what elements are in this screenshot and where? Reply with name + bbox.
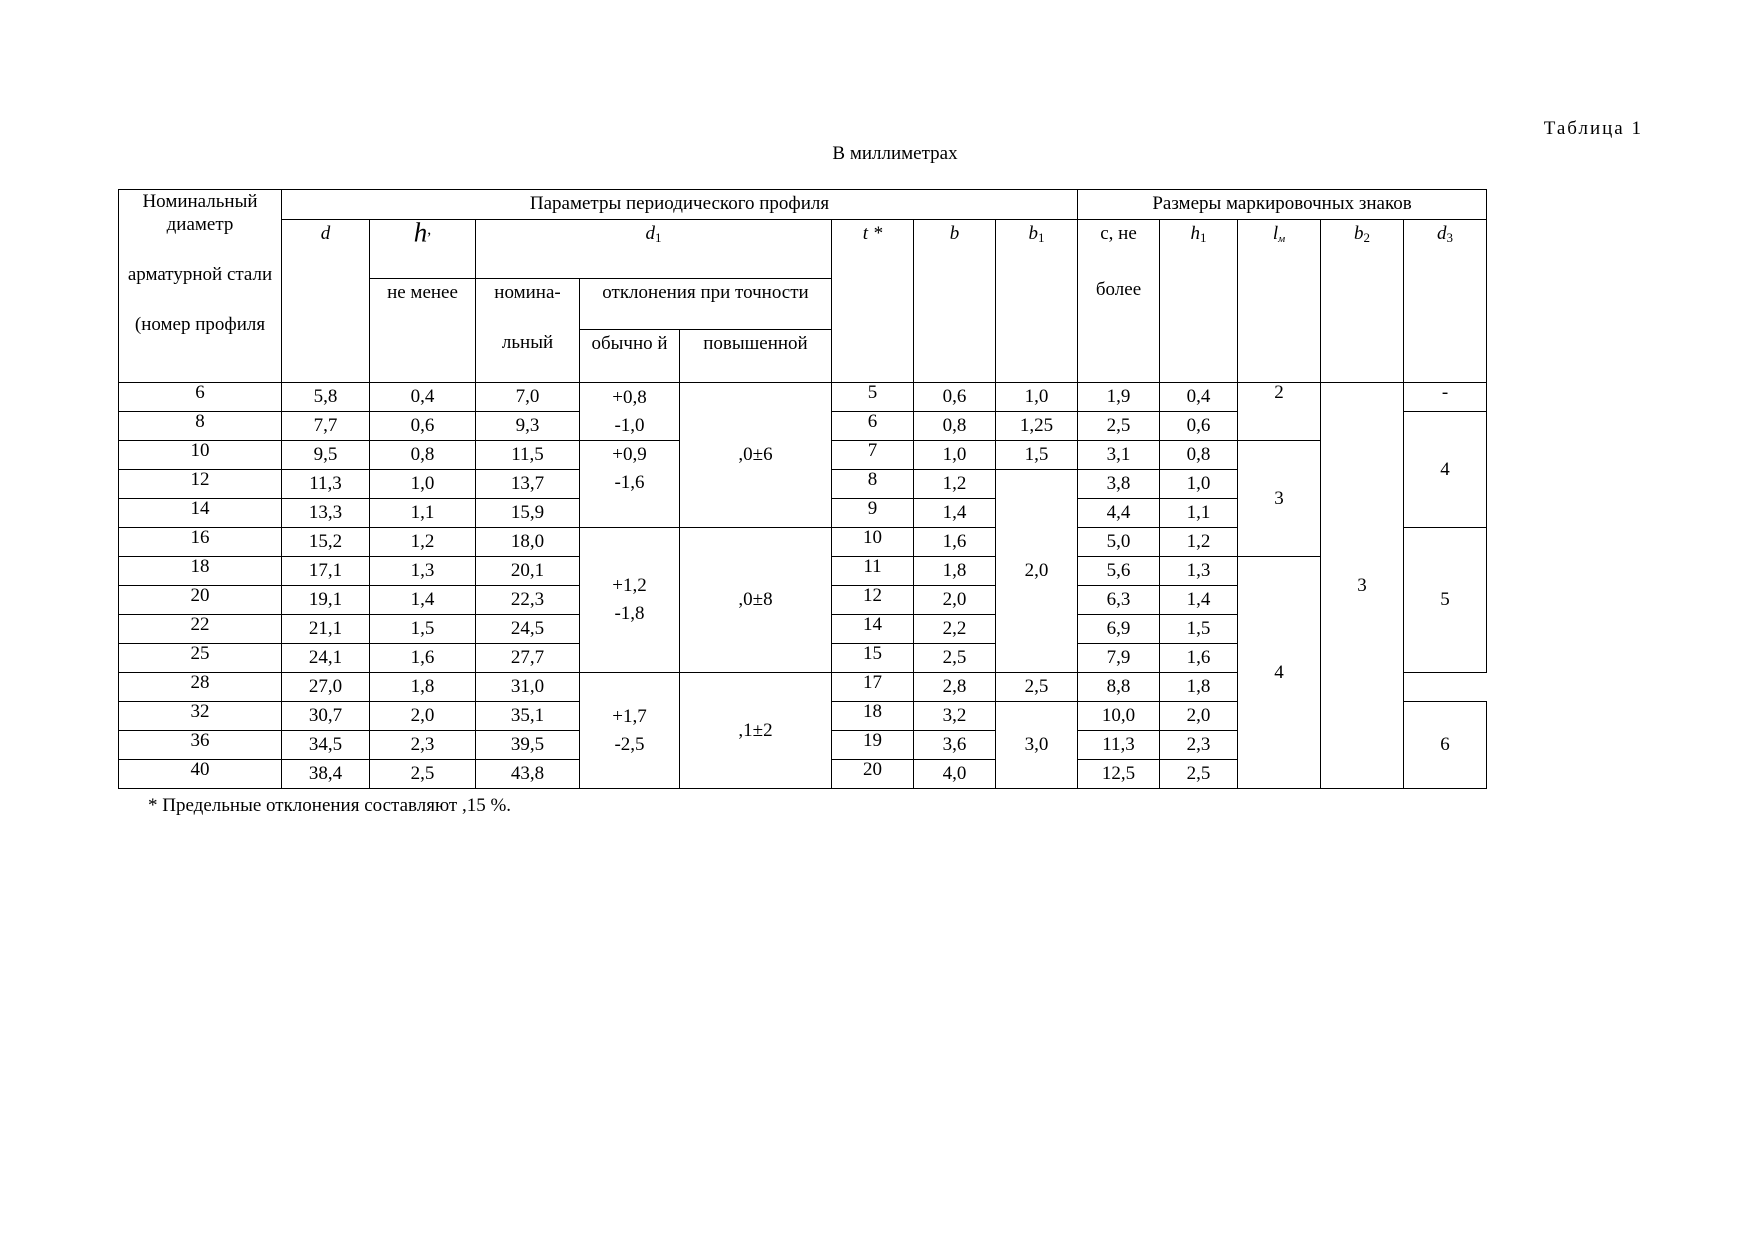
header-nominal-line3: арматурной стали — [127, 264, 273, 285]
cell-d: 38,4 — [282, 760, 370, 789]
cell-nominal: 6 — [119, 383, 282, 412]
cell-b1: 1,25 — [996, 412, 1078, 441]
cell-h: 1,6 — [370, 644, 476, 673]
cell-d1: 43,8 — [476, 760, 580, 789]
cell-b: 0,8 — [914, 412, 996, 441]
header-d: d — [282, 220, 370, 383]
header-h1-sub: 1 — [1200, 230, 1207, 245]
cell-b1-g12-25: 2,0 — [996, 470, 1078, 673]
cell-b1-g32-40: 3,0 — [996, 702, 1078, 789]
ordinary-dev-plus: +1,7 — [612, 705, 647, 727]
cell-increased-dev-g3: ,1±2 — [680, 673, 832, 789]
cell-lm-g3: 4 — [1238, 557, 1321, 789]
cell-c: 7,9 — [1078, 644, 1160, 673]
cell-h: 2,5 — [370, 760, 476, 789]
header-b2-sub: 2 — [1363, 230, 1370, 245]
cell-t: 5 — [832, 383, 914, 412]
ordinary-dev-minus: -2,5 — [614, 733, 645, 755]
header-d1-nominal-line2: льный — [501, 332, 554, 353]
cell-h1: 1,2 — [1160, 528, 1238, 557]
profile-table — [118, 189, 1487, 789]
cell-h: 1,4 — [370, 586, 476, 615]
cell-c: 11,3 — [1078, 731, 1160, 760]
cell-d: 5,8 — [282, 383, 370, 412]
cell-d: 30,7 — [282, 702, 370, 731]
cell-t: 20 — [832, 760, 914, 789]
footnote: * Предельные отклонения составляют ,15 %. — [148, 795, 512, 816]
cell-d1: 39,5 — [476, 731, 580, 760]
cell-nominal: 16 — [119, 528, 282, 557]
cell-c: 8,8 — [1078, 673, 1160, 702]
header-c — [1078, 220, 1160, 383]
cell-c: 5,6 — [1078, 557, 1160, 586]
cell-b: 4,0 — [914, 760, 996, 789]
cell-d3-r6: - — [1404, 383, 1487, 412]
header-c-line1: с, не — [1100, 223, 1137, 244]
header-nominal-diameter — [119, 190, 282, 383]
ordinary-dev-minus: -1,8 — [614, 603, 645, 624]
cell-b: 1,8 — [914, 557, 996, 586]
cell-d: 34,5 — [282, 731, 370, 760]
header-d1-symbol: d — [645, 223, 655, 244]
header-d3-symbol: d — [1437, 223, 1447, 244]
header-h-mark: , — [427, 221, 432, 238]
header-nominal-line2: диаметр — [166, 214, 234, 235]
cell-h: 1,0 — [370, 470, 476, 499]
cell-c: 4,4 — [1078, 499, 1160, 528]
cell-b: 0,6 — [914, 383, 996, 412]
cell-h: 1,5 — [370, 615, 476, 644]
header-lm-sub: м — [1278, 233, 1286, 245]
cell-t: 15 — [832, 644, 914, 673]
cell-nominal: 10 — [119, 441, 282, 470]
cell-d3-g2: 5 — [1404, 528, 1487, 673]
cell-d1: 31,0 — [476, 673, 580, 702]
cell-h: 1,2 — [370, 528, 476, 557]
header-ordinary: обычно й — [580, 330, 680, 383]
cell-t: 9 — [832, 499, 914, 528]
header-d1 — [476, 220, 832, 279]
cell-d1: 24,5 — [476, 615, 580, 644]
cell-nominal: 22 — [119, 615, 282, 644]
cell-h: 1,3 — [370, 557, 476, 586]
cell-d: 15,2 — [282, 528, 370, 557]
cell-h1: 2,5 — [1160, 760, 1238, 789]
cell-d: 17,1 — [282, 557, 370, 586]
cell-d1: 7,0 — [476, 383, 580, 412]
cell-b: 3,2 — [914, 702, 996, 731]
header-nominal-line4: (номер профиля — [134, 314, 266, 335]
cell-d: 19,1 — [282, 586, 370, 615]
header-h — [370, 220, 476, 279]
cell-ordinary-dev-g4 — [580, 673, 680, 789]
cell-d1: 13,7 — [476, 470, 580, 499]
cell-d1: 18,0 — [476, 528, 580, 557]
cell-nominal: 40 — [119, 760, 282, 789]
cell-d: 9,5 — [282, 441, 370, 470]
header-b: b — [914, 220, 996, 383]
header-deviation: отклонения при точности — [580, 279, 832, 330]
cell-t: 11 — [832, 557, 914, 586]
cell-h1: 1,6 — [1160, 644, 1238, 673]
cell-t: 10 — [832, 528, 914, 557]
cell-nominal: 32 — [119, 702, 282, 731]
cell-h: 1,1 — [370, 499, 476, 528]
cell-h1: 1,8 — [1160, 673, 1238, 702]
header-b2 — [1321, 220, 1404, 383]
cell-d1: 35,1 — [476, 702, 580, 731]
header-d1-nominal-line1: номина- — [494, 282, 561, 303]
cell-d1: 27,7 — [476, 644, 580, 673]
cell-b: 1,0 — [914, 441, 996, 470]
header-d3 — [1404, 220, 1487, 383]
cell-increased-dev-g2: ,0±8 — [680, 528, 832, 673]
ordinary-dev-minus: -1,0 — [614, 414, 645, 436]
header-periodic-profile: Параметры периодического профиля — [282, 190, 1078, 220]
cell-h1: 1,5 — [1160, 615, 1238, 644]
cell-d: 24,1 — [282, 644, 370, 673]
cell-ordinary-dev-g2 — [580, 441, 680, 528]
cell-h: 1,8 — [370, 673, 476, 702]
cell-c: 5,0 — [1078, 528, 1160, 557]
header-lm-symbol: l — [1272, 223, 1279, 244]
cell-lm-g1: 2 — [1238, 383, 1321, 441]
cell-h: 2,3 — [370, 731, 476, 760]
cell-h1: 1,3 — [1160, 557, 1238, 586]
cell-h1: 1,1 — [1160, 499, 1238, 528]
cell-h: 0,4 — [370, 383, 476, 412]
cell-h1: 2,3 — [1160, 731, 1238, 760]
ordinary-dev-plus: +0,9 — [612, 444, 647, 465]
cell-c: 1,9 — [1078, 383, 1160, 412]
header-increased: повышенной — [680, 330, 832, 383]
cell-b: 3,6 — [914, 731, 996, 760]
cell-h: 0,8 — [370, 441, 476, 470]
table-label: Таблица 1 — [1543, 118, 1643, 139]
ordinary-dev-plus: +0,8 — [612, 386, 647, 408]
cell-h1: 0,4 — [1160, 383, 1238, 412]
cell-ordinary-dev-g1 — [580, 383, 680, 441]
cell-nominal: 8 — [119, 412, 282, 441]
cell-b: 2,0 — [914, 586, 996, 615]
cell-increased-dev-g1: ,0±6 — [680, 383, 832, 528]
cell-c: 3,8 — [1078, 470, 1160, 499]
cell-c: 10,0 — [1078, 702, 1160, 731]
cell-b1: 1,5 — [996, 441, 1078, 470]
header-h-symbol: h — [413, 219, 428, 248]
cell-c: 3,1 — [1078, 441, 1160, 470]
cell-b2: 3 — [1321, 383, 1404, 789]
cell-nominal: 18 — [119, 557, 282, 586]
cell-d: 27,0 — [282, 673, 370, 702]
header-h-note: не менее — [370, 279, 476, 383]
cell-d1: 9,3 — [476, 412, 580, 441]
cell-nominal: 25 — [119, 644, 282, 673]
cell-b: 2,2 — [914, 615, 996, 644]
cell-d1: 15,9 — [476, 499, 580, 528]
cell-h1: 0,8 — [1160, 441, 1238, 470]
header-c-line2: более — [1095, 279, 1142, 300]
cell-b: 2,5 — [914, 644, 996, 673]
cell-c: 2,5 — [1078, 412, 1160, 441]
cell-d1: 22,3 — [476, 586, 580, 615]
cell-nominal: 12 — [119, 470, 282, 499]
cell-b: 2,8 — [914, 673, 996, 702]
header-d1-sub: 1 — [655, 230, 662, 245]
cell-t: 12 — [832, 586, 914, 615]
header-b1-sub: 1 — [1038, 230, 1045, 245]
cell-nominal: 20 — [119, 586, 282, 615]
cell-h1: 1,0 — [1160, 470, 1238, 499]
cell-d: 11,3 — [282, 470, 370, 499]
cell-t: 7 — [832, 441, 914, 470]
cell-nominal: 36 — [119, 731, 282, 760]
cell-h1: 0,6 — [1160, 412, 1238, 441]
cell-b: 1,2 — [914, 470, 996, 499]
header-marking-sizes: Размеры маркировочных знаков — [1078, 190, 1487, 220]
cell-t: 18 — [832, 702, 914, 731]
cell-b: 1,4 — [914, 499, 996, 528]
cell-d: 21,1 — [282, 615, 370, 644]
ordinary-dev-plus: +1,2 — [612, 575, 647, 596]
cell-t: 14 — [832, 615, 914, 644]
cell-c: 12,5 — [1078, 760, 1160, 789]
cell-lm-g2: 3 — [1238, 441, 1321, 557]
cell-b1: 2,5 — [996, 673, 1078, 702]
header-h1 — [1160, 220, 1238, 383]
cell-d1: 11,5 — [476, 441, 580, 470]
cell-d: 7,7 — [282, 412, 370, 441]
ordinary-dev-minus: -1,6 — [614, 472, 645, 493]
header-t: t * — [832, 220, 914, 383]
header-b1-symbol: b — [1028, 223, 1038, 244]
cell-c: 6,3 — [1078, 586, 1160, 615]
cell-d3-g3: 6 — [1404, 702, 1487, 789]
header-d3-sub: 3 — [1446, 230, 1453, 245]
cell-nominal: 14 — [119, 499, 282, 528]
cell-ordinary-dev-g3 — [580, 528, 680, 673]
header-b2-symbol: b — [1354, 223, 1364, 244]
cell-t: 8 — [832, 470, 914, 499]
header-b1 — [996, 220, 1078, 383]
cell-nominal: 28 — [119, 673, 282, 702]
cell-t: 17 — [832, 673, 914, 702]
cell-t: 19 — [832, 731, 914, 760]
cell-b1: 1,0 — [996, 383, 1078, 412]
header-nominal-line1: Номинальный — [142, 191, 258, 212]
header-d1-nominal — [476, 279, 580, 383]
table-row — [119, 383, 1487, 412]
cell-h: 0,6 — [370, 412, 476, 441]
header-lm — [1238, 220, 1321, 383]
header-h1-symbol: h — [1190, 223, 1200, 244]
cell-t: 6 — [832, 412, 914, 441]
cell-b: 1,6 — [914, 528, 996, 557]
cell-d: 13,3 — [282, 499, 370, 528]
cell-d3-g1: 4 — [1404, 412, 1487, 528]
cell-c: 6,9 — [1078, 615, 1160, 644]
cell-h: 2,0 — [370, 702, 476, 731]
cell-h1: 1,4 — [1160, 586, 1238, 615]
cell-h1: 2,0 — [1160, 702, 1238, 731]
units-note: В миллиметрах — [832, 143, 958, 164]
cell-d1: 20,1 — [476, 557, 580, 586]
